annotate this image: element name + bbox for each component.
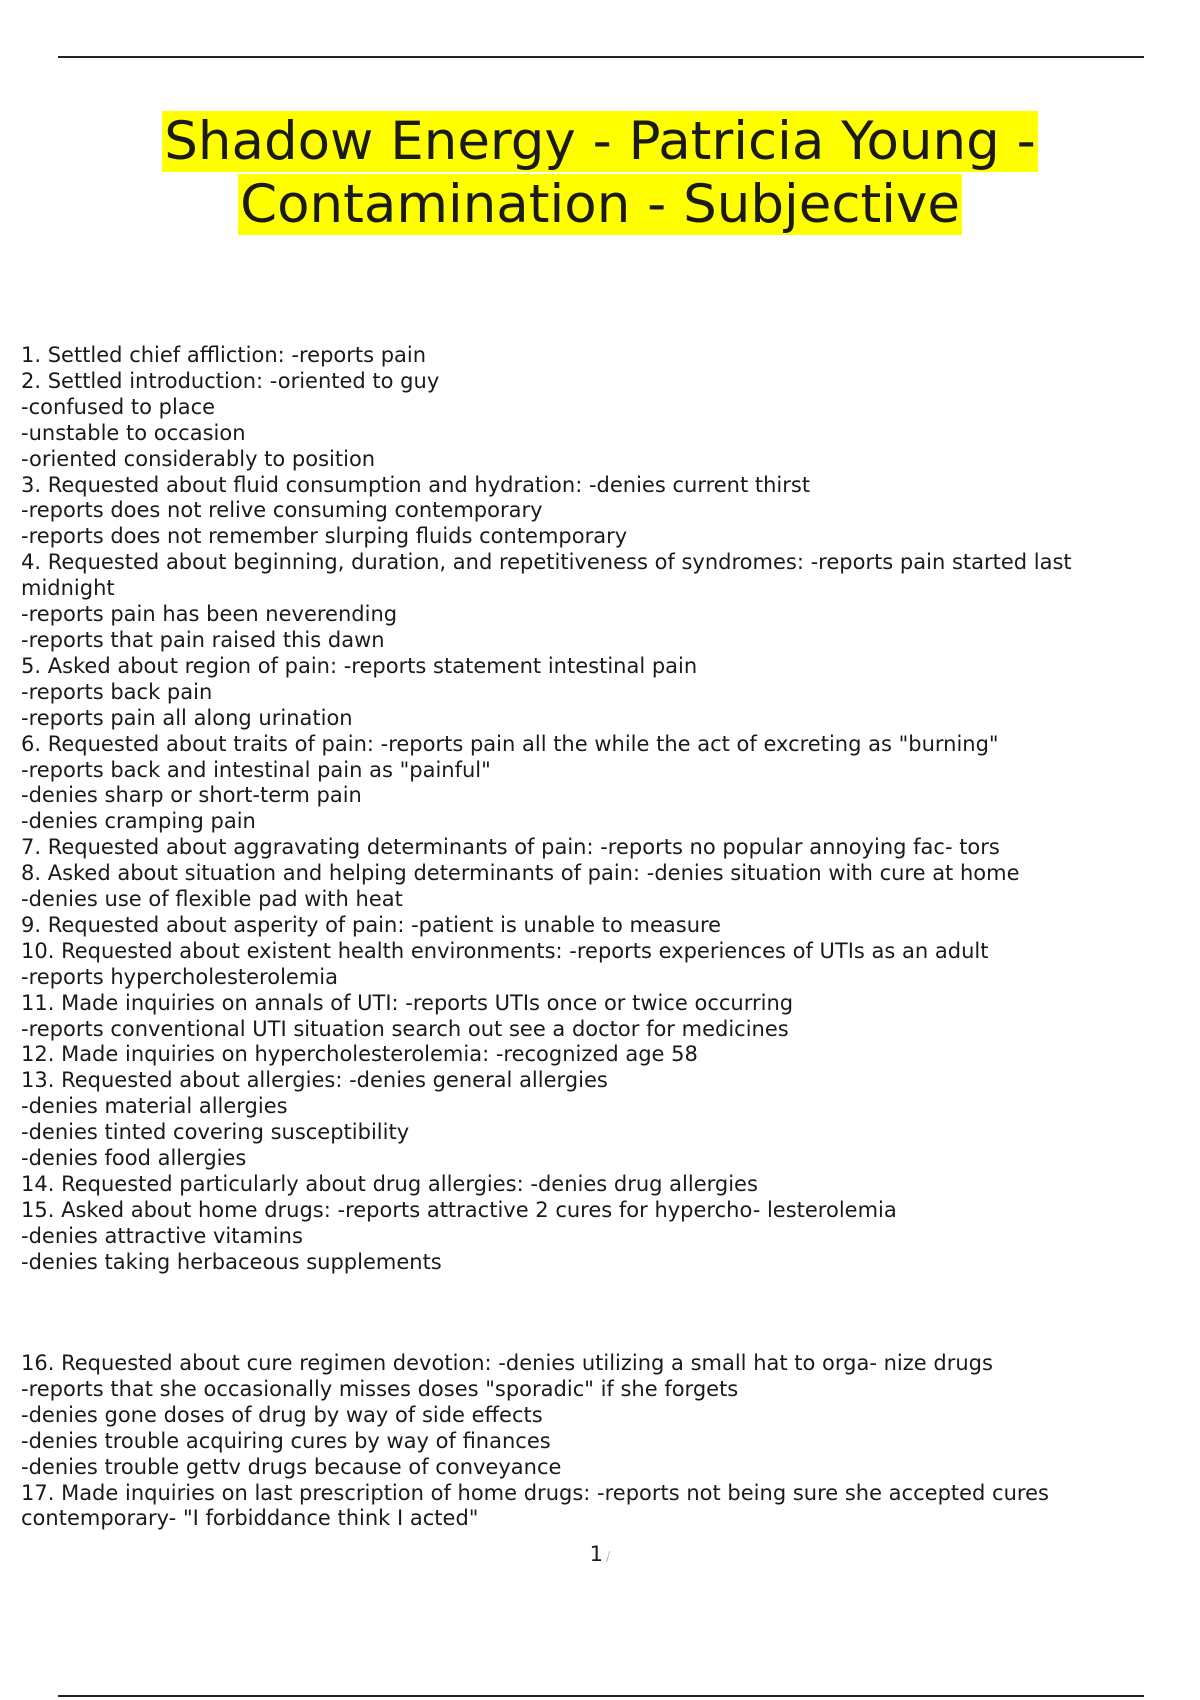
note-line: 4. Requested about beginning, duration, and repetitiveness of syndromes: -reports pain started last midnight	[21, 550, 1072, 601]
note-line: 12. Made inquiries on hypercholesterolemia: -recognized age 58	[21, 1042, 698, 1067]
note-line: 3. Requested about fluid consumption and hydration: -denies current thirst	[21, 472, 811, 497]
note-line: 9. Requested about asperity of pain: -patient is unable to measure	[21, 912, 722, 937]
note-line: -reports that pain raised this dawn	[21, 627, 385, 652]
note-line: 2. Settled introduction: -oriented to guy	[21, 368, 440, 393]
note-line: -unstable to occasion	[21, 420, 246, 445]
note-line: -reports hypercholesterolemia	[21, 964, 338, 989]
note-line: 15. Asked about home drugs: -reports attractive 2 cures for hypercho- lesterolemia	[21, 1197, 897, 1222]
note-line: -denies attractive vitamins	[21, 1223, 303, 1248]
note-line: -denies food allergies	[21, 1146, 247, 1171]
note-line: -reports does not remember slurping fluids contemporary	[21, 524, 628, 549]
notes-block-1	[21, 343, 1151, 1276]
note-line: 11. Made inquiries on annals of UTI: -reports UTIs once or twice occurring	[21, 990, 794, 1015]
note-line: -denies tinted covering susceptibility	[21, 1120, 410, 1145]
note-line: -reports pain all along urination	[21, 705, 353, 730]
note-line: -reports does not relive consuming contemporary	[21, 498, 543, 523]
bottom-rule	[58, 1695, 1144, 1697]
top-rule	[58, 56, 1144, 58]
title-line-2: Contamination - Subjective	[240, 174, 960, 235]
page-number	[0, 1542, 1200, 1566]
note-line: 5. Asked about region of pain: -reports statement intestinal pain	[21, 653, 698, 678]
note-line: -oriented considerably to position	[21, 446, 376, 471]
note-line: 16. Requested about cure regimen devotion: -denies utilizing a small hat to orga- nize drugs	[21, 1351, 993, 1375]
note-line: 14. Requested particularly about drug allergies: -denies drug allergies	[21, 1172, 758, 1196]
note-line: 17. Made inquiries on last prescription of home drugs: -reports not being sure she accepted cures contemporary- "I forbiddance think I acted"	[21, 1480, 1049, 1531]
note-line: 6. Requested about traits of pain: -reports pain all the while the act of excreting as "burning"	[21, 731, 999, 756]
note-line: -denies taking herbaceous supplements	[21, 1249, 442, 1274]
notes-block-2	[21, 1351, 1151, 1532]
note-line: 1. Settled chief affliction: -reports pain	[21, 343, 427, 367]
document-title	[0, 110, 1200, 236]
page-number-value: 1	[589, 1542, 603, 1566]
note-line: -reports pain has been neverending	[21, 602, 398, 627]
note-line: -denies gone doses of drug by way of side effects	[21, 1402, 543, 1427]
note-line: 7. Requested about aggravating determinants of pain: -reports no popular annoying fac- tors	[21, 835, 1000, 860]
note-line: 13. Requested about allergies: -denies general allergies	[21, 1068, 608, 1093]
note-line: -denies trouble gettv drugs because of conveyance	[21, 1454, 562, 1479]
page-separator: /	[605, 1550, 611, 1565]
note-line: -denies sharp or short-term pain	[21, 783, 362, 808]
note-line: -denies cramping pain	[21, 809, 256, 834]
note-line: -reports back and intestinal pain as "painful"	[21, 757, 491, 782]
note-line: -reports back pain	[21, 679, 213, 704]
note-line: -denies material allergies	[21, 1094, 288, 1119]
title-line-1: Shadow Energy - Patricia Young -	[164, 111, 1036, 172]
note-line: -reports that she occasionally misses doses "sporadic" if she forgets	[21, 1376, 739, 1401]
note-line: -denies use of flexible pad with heat	[21, 887, 403, 912]
note-line: 8. Asked about situation and helping determinants of pain: -denies situation with cure at home	[21, 861, 1020, 886]
note-line: -reports conventional UTI situation search out see a doctor for medicines	[21, 1016, 789, 1041]
note-line: -confused to place	[21, 394, 216, 419]
note-line: -denies trouble acquiring cures by way of finances	[21, 1428, 551, 1453]
note-line: 10. Requested about existent health environments: -reports experiences of UTIs as an adult	[21, 938, 989, 963]
